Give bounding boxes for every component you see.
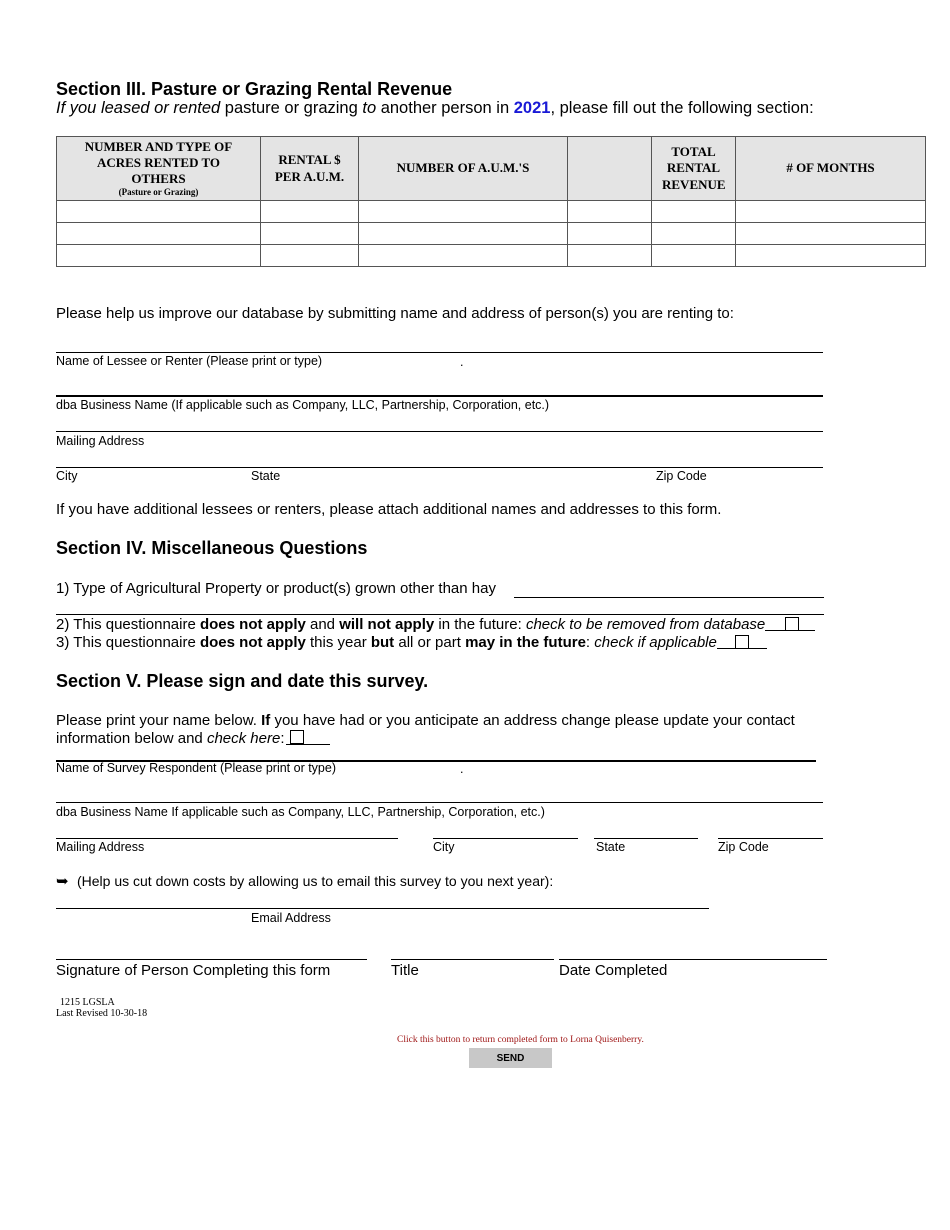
lessee-state-label: State (251, 469, 281, 483)
section-3-intro: If you leased or rented pasture or grazing to another person in 2021, please fill out the following section: (56, 99, 814, 117)
section-4-title: Section IV. Miscellaneous Questions (56, 538, 368, 558)
header-rental-per-aum: RENTAL $ PER A.U.M. (261, 137, 359, 201)
table-header-row (57, 137, 926, 201)
respondent-zip-label: Zip Code (718, 840, 769, 854)
respondent-mailing-label: Mailing Address (56, 840, 145, 854)
additional-lessees-text: If you have additional lessees or renters, please attach additional names and addresses to this form. (56, 501, 722, 518)
check-here-line: information below and check here: (56, 730, 330, 747)
section-3-title: Section III. Pasture or Grazing Rental Revenue (56, 79, 453, 99)
question-3: 3) This questionnaire does not apply this year but all or part may in the future: check if applicable (56, 634, 767, 651)
table-cell[interactable] (359, 201, 568, 223)
last-revised: Last Revised 10-30-18 (56, 1008, 148, 1019)
table-cell[interactable] (652, 201, 736, 223)
arrow-icon: ➥ (56, 873, 69, 890)
remove-checkbox-line (765, 616, 815, 631)
email-label: Email Address (251, 911, 331, 925)
email-field[interactable] (56, 908, 709, 909)
table-cell[interactable] (261, 245, 359, 267)
form-id: 1215 LGSLA (60, 997, 115, 1008)
year-highlight: 2021 (513, 99, 551, 117)
date-completed-label: Date Completed (559, 962, 668, 979)
label-dot: . (460, 355, 464, 369)
rental-revenue-table (56, 136, 926, 267)
table-cell[interactable] (359, 223, 568, 245)
question-1-field-continued[interactable] (56, 614, 824, 615)
future-checkbox-line (717, 634, 767, 649)
header-acres-rented: NUMBER AND TYPE OF ACRES RENTED TO OTHERS (Pasture or Grazing) (57, 137, 261, 201)
respondent-dba-label: dba Business Name If applicable such as Company, LLC, Partnership, Corporation, etc.) (56, 805, 545, 819)
table-cell[interactable] (652, 223, 736, 245)
respondent-dba-field[interactable] (56, 802, 823, 803)
lessee-city-state-zip-field[interactable] (56, 467, 823, 468)
question-2: 2) This questionnaire does not apply and will not apply in the future: check to be removed from database (56, 616, 815, 633)
respondent-zip-field[interactable] (718, 838, 823, 839)
table-cell[interactable] (736, 223, 926, 245)
table-row (57, 201, 926, 223)
header-total-rental-revenue: TOTAL RENTAL REVENUE (652, 137, 736, 201)
lessee-name-label: Name of Lessee or Renter (Please print or type) (56, 354, 323, 368)
lessee-dba-label: dba Business Name (If applicable such as Company, LLC, Partnership, Corporation, etc.) (56, 398, 550, 412)
respondent-city-field[interactable] (433, 838, 578, 839)
address-change-checkbox[interactable] (290, 730, 304, 744)
header-acres-subtitle: (Pasture or Grazing) (118, 187, 199, 198)
date-completed-field[interactable] (559, 959, 827, 960)
table-cell[interactable] (736, 201, 926, 223)
table-cell[interactable] (568, 245, 652, 267)
table-cell[interactable] (652, 245, 736, 267)
lessee-dba-field[interactable] (56, 395, 823, 397)
section-5-title: Section V. Please sign and date this survey. (56, 671, 429, 691)
respondent-mailing-field[interactable] (56, 838, 398, 839)
respondent-name-label: Name of Survey Respondent (Please print or type) (56, 761, 336, 775)
table-cell[interactable] (736, 245, 926, 267)
table-cell[interactable] (359, 245, 568, 267)
header-blank (568, 137, 652, 201)
signature-field[interactable] (56, 959, 367, 960)
lessee-name-field[interactable] (56, 352, 823, 353)
lessee-mailing-field[interactable] (56, 431, 823, 432)
table-cell[interactable] (57, 201, 261, 223)
table-cell[interactable] (261, 223, 359, 245)
table-cell[interactable] (57, 245, 261, 267)
question-1-label: 1) Type of Agricultural Property or product(s) grown other than hay (56, 580, 496, 597)
print-name-instructions: Please print your name below. If you have had or you anticipate an address change please update your contact (56, 712, 795, 729)
table-cell[interactable] (261, 201, 359, 223)
send-button[interactable]: SEND (469, 1048, 552, 1068)
lessee-zip-label: Zip Code (656, 469, 707, 483)
table-cell[interactable] (568, 201, 652, 223)
title-label: Title (391, 962, 419, 979)
lessee-city-label: City (56, 469, 78, 483)
return-form-notice: Click this button to return completed form to Lorna Quisenberry. (397, 1035, 644, 1045)
table-cell[interactable] (568, 223, 652, 245)
respondent-city-label: City (433, 840, 455, 854)
header-number-aums: NUMBER OF A.U.M.'S (359, 137, 568, 201)
remove-from-database-checkbox[interactable] (785, 617, 799, 631)
table-cell[interactable] (57, 223, 261, 245)
question-1-field[interactable] (514, 597, 824, 598)
email-help-text: (Help us cut down costs by allowing us to email this survey to you next year): (77, 873, 554, 889)
respondent-state-field[interactable] (594, 838, 698, 839)
header-number-of-months: # OF MONTHS (736, 137, 926, 201)
label-dot: . (460, 762, 464, 776)
table-row (57, 223, 926, 245)
help-text: Please help us improve our database by submitting name and address of person(s) you are renting to: (56, 305, 734, 322)
lessee-mailing-label: Mailing Address (56, 434, 145, 448)
respondent-state-label: State (596, 840, 626, 854)
signature-label: Signature of Person Completing this form (56, 962, 331, 979)
table-row (57, 245, 926, 267)
address-change-checkbox-line (286, 730, 330, 745)
title-field[interactable] (391, 959, 554, 960)
may-apply-in-future-checkbox[interactable] (735, 635, 749, 649)
